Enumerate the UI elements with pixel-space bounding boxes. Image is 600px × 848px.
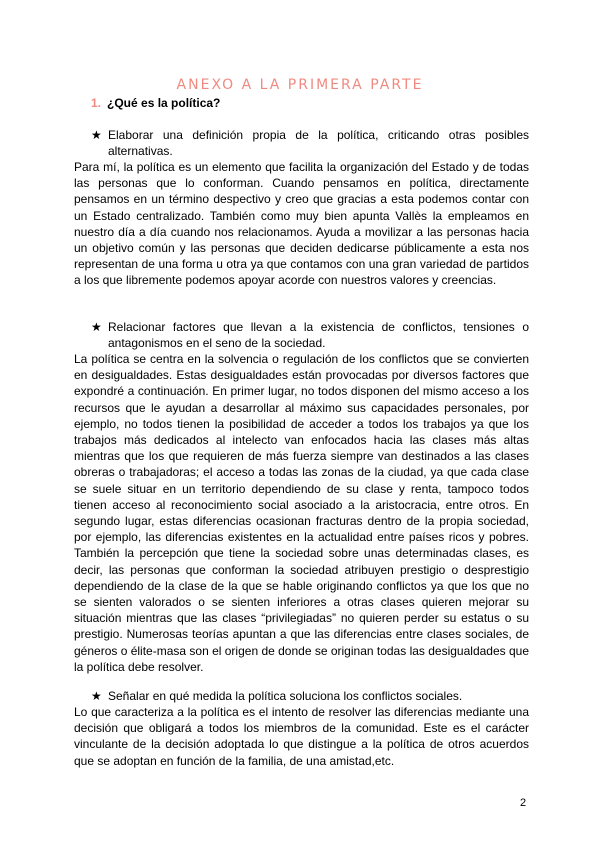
page-number: 2 [520, 797, 527, 809]
document-title: ANEXO A LA PRIMERA PARTE [176, 77, 424, 93]
section-number: 1. [91, 96, 102, 110]
star-bullet-icon: ★ [91, 689, 102, 703]
star-bullet-icon: ★ [91, 320, 102, 334]
paragraph: La política se centra en la solvencia o regulación de los conflictos que se convierten en desigualdades. Estas desigualdades están provocadas por diversos factores que expondré a continuación. En primer lugar, no todos disponen del mismo acceso a los recursos que le ayudan a desarrollar al máximo sus capacidades personales, por ejemplo, no todos tienen la posibilidad de acceder a todos los trabajos ya que los trabajos más dedicados al intelecto van enfocados hacia las clases más altas mientras que los que requieren de más fuerza siempre van destinados a las clases obreras o trabajadoras; el acceso a todas las zonas de la ciudad, ya que cada clase se suele situar en un territorio dependiendo de su clase y renta, tampoco todos tienen acceso al reconocimiento social asociado a la aristocracia, entre otros. En segundo lugar, estas diferencias ocasionan fracturas dentro de la propia sociedad, por ejemplo, las diferencias existentes en la actualidad entre países ricos y pobres. También la percepción que tiene la sociedad sobre unas determinadas clases, es decir, las personas que conforman la sociedad atribuyen prestigio o desprestigio dependiendo de la clase de la que se hable originando conflictos ya que los que no se sienten valorados o se sienten inferiores a otras clases quieren mejorar su situación mientras que las clases “privilegiadas” no quieren perder su estatus o su prestigio. Numerosas teorías apuntan a que las diferencias entre clases sociales, de géneros o élite-masa son el origen de donde se originan todas las desigualdades que la política debe resolver. [74, 352, 529, 674]
paragraph: Para mí, la política es un elemento que facilita la organización del Estado y de todas las personas que lo conforman. Cuando pensamos en política, directamente pensamos en un término despectivo y creo que gracias a esta podemos contar con un Estado centralizado. También como muy bien apunta Vallès la empleamos en nuestro día a día cuando nos relacionamos. Ayuda a movilizar a las personas hacia un objetivo común y las personas que deciden dedicarse públicamente a esta nos representan de una forma u otra ya que contamos con una gran variedad de partidos a los que libremente podemos apoyar acorde con nuestros valores y creencias. [74, 160, 529, 288]
bullet-item [91, 319, 529, 351]
paragraph: Lo que caracteriza a la política es el intento de resolver las diferencias mediante una decisión que obligará a todos los miembros de la comunidad. Este es el carácter vinculante de la decisión adoptada lo que distingue a la política de otros acuerdos que se adoptan en función de la familia, de una amistad,etc. [74, 705, 529, 768]
bullet-item [91, 127, 529, 159]
section-heading-text: ¿Qué es la política? [107, 96, 221, 110]
section-heading [91, 96, 220, 110]
star-bullet-icon: ★ [91, 128, 102, 142]
bullet-text: Elaborar una definición propia de la política, criticando otras posibles alternativas. [108, 128, 529, 158]
bullet-text: Señalar en qué medida la política soluciona los conflictos sociales. [108, 689, 463, 703]
bullet-item [91, 688, 529, 704]
bullet-text: Relacionar factores que llevan a la existencia de conflictos, tensiones o antagonismos en el seno de la sociedad. [108, 320, 529, 350]
